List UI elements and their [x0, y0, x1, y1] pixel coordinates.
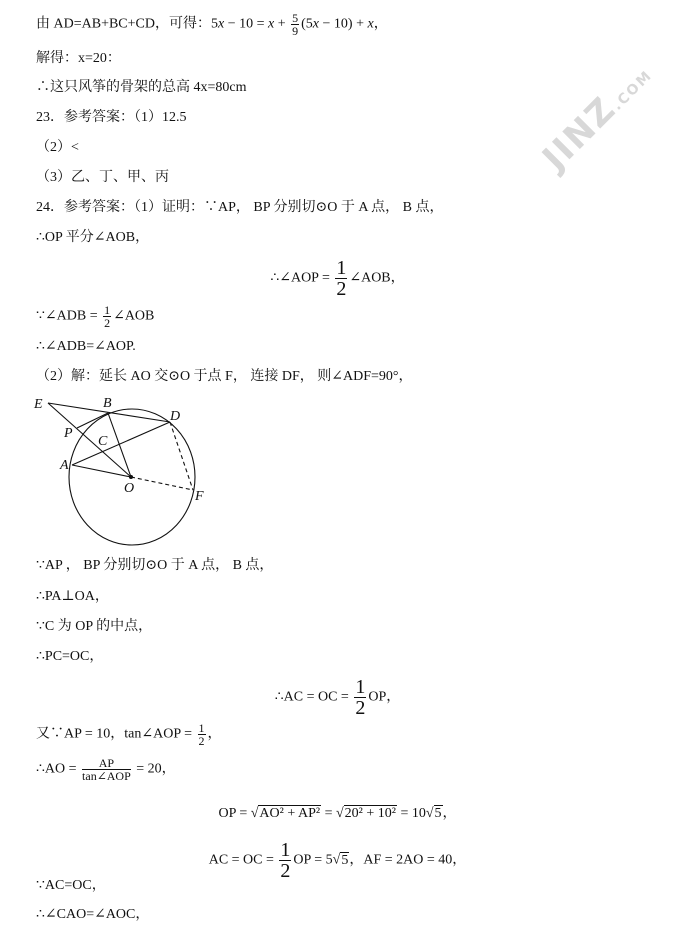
fraction [279, 840, 291, 881]
denominator: 9 [292, 24, 299, 38]
var: x [268, 16, 275, 32]
numerator: 1 [336, 257, 347, 279]
fraction [198, 722, 206, 747]
line-adb [36, 304, 154, 329]
text: + [274, 16, 290, 32]
var: x [217, 16, 225, 32]
line-ac-eq-oc: ∵AC=OC， [36, 878, 106, 893]
line-op: OP = √AO² + AP² = √20² + 10² = 10√5， [218, 806, 457, 821]
q24-part2: （2）解：延长 AO 交⊙O 于点 F， 连接 DF， 则∠ADF=90°， [36, 369, 413, 384]
fraction [103, 304, 111, 329]
watermark-logo [535, 54, 659, 178]
numerator: AP [82, 757, 131, 770]
fraction [82, 757, 131, 782]
label-a: A [60, 458, 69, 473]
label-f: F [195, 489, 204, 504]
label-o: O [124, 481, 135, 496]
line-aop [0, 258, 675, 299]
text: ∵∠ADB = [36, 308, 102, 324]
text: − 10 = [224, 16, 268, 32]
line-ao [72, 465, 131, 477]
var: x [367, 16, 374, 32]
line-ac-af: AC = OC = $\frac{1}{2}$ OP = 5√5，AF = 2AO = 40， [208, 839, 467, 882]
text: OP = [218, 806, 251, 821]
fraction [335, 258, 347, 299]
line-ad [72, 422, 170, 465]
numerator: 5 [292, 11, 299, 25]
line-given [36, 722, 222, 747]
text: 5 [210, 16, 218, 32]
q23-part3: （3）乙、丁、甲、丙 [36, 170, 169, 185]
text: ， [442, 806, 457, 821]
text: ∠AOB [113, 308, 155, 324]
line-equation [36, 12, 388, 37]
var: x [312, 16, 320, 32]
text: OP = 5 [293, 852, 333, 868]
label-c: C [98, 434, 108, 449]
text: = [321, 806, 336, 821]
line-perp: ∴PA⊥OA， [36, 589, 109, 604]
fraction [291, 12, 299, 37]
denominator: 2 [336, 278, 347, 300]
text: = 10 [396, 806, 426, 821]
label-p: P [64, 426, 73, 441]
label-b: B [103, 396, 112, 411]
denominator: 2 [280, 860, 291, 882]
label-e: E [34, 397, 43, 412]
watermark-sub: .COM [609, 67, 656, 114]
line-ac-oc [0, 677, 675, 718]
line-solve: 解得：x=20： [36, 51, 121, 66]
center-dot [130, 476, 133, 479]
radical: 5 [341, 852, 349, 868]
line-midpoint: ∵C 为 OP 的中点， [36, 619, 153, 634]
fraction [354, 677, 366, 718]
radical: 20² + 10² [344, 806, 396, 821]
text: 又∵AP = 10，tan∠AOP = [36, 726, 196, 742]
text: ，AF = 2AO = 40， [349, 852, 467, 868]
line-conclusion: ∴这只风筝的骨架的总高 4x=80cm [36, 80, 247, 95]
line-pc-oc: ∴PC=OC， [36, 649, 104, 664]
denominator: 2 [104, 316, 111, 330]
radical: 5 [434, 806, 442, 821]
line-of [131, 477, 193, 490]
text: OP， [368, 689, 401, 705]
geometry-figure [0, 385, 220, 550]
q23-part2: （2）< [36, 140, 79, 155]
line-ao [36, 757, 176, 782]
line-bisect: ∴OP 平分∠AOB， [36, 230, 150, 245]
text: = 20， [132, 761, 176, 777]
numerator: 1 [280, 839, 291, 861]
q24-answer: 24．参考答案：（1）证明：∵AP， BP 分别切⊙O 于 A 点， B 点， [36, 200, 444, 215]
line-tangent: ∵AP ， BP 分别切⊙O 于 A 点， B 点， [36, 558, 274, 573]
q23-answer: 23．参考答案：（1）12.5 [36, 110, 187, 125]
line-adb-eq: ∴∠ADB=∠AOP. [36, 339, 136, 354]
numerator: 1 [355, 676, 366, 698]
denominator: tan∠AOP [82, 769, 131, 783]
text: (5 [301, 16, 313, 32]
watermark-text: JINZ [535, 88, 625, 179]
numerator: 1 [104, 303, 111, 317]
label-d: D [170, 409, 181, 424]
text: ∴AO = [36, 761, 81, 777]
numerator: 1 [198, 721, 205, 735]
text: ∠AOB， [349, 270, 405, 286]
denominator: 2 [355, 697, 366, 719]
text: 由 AD=AB+BC+CD，可得： [36, 16, 211, 32]
line-angle-eq: ∴∠CAO=∠AOC， [36, 907, 150, 922]
radical: AO² + AP² [259, 806, 321, 821]
text: ∴AC = OC = [274, 689, 353, 705]
text: ， [373, 16, 388, 32]
text: ∴∠AOP = [270, 270, 334, 286]
text: ， [207, 726, 222, 742]
line-df [170, 422, 193, 490]
denominator: 2 [198, 734, 205, 748]
text: AC = OC = [208, 852, 278, 868]
line-pb [77, 413, 108, 428]
text: − 10) + [319, 16, 368, 32]
